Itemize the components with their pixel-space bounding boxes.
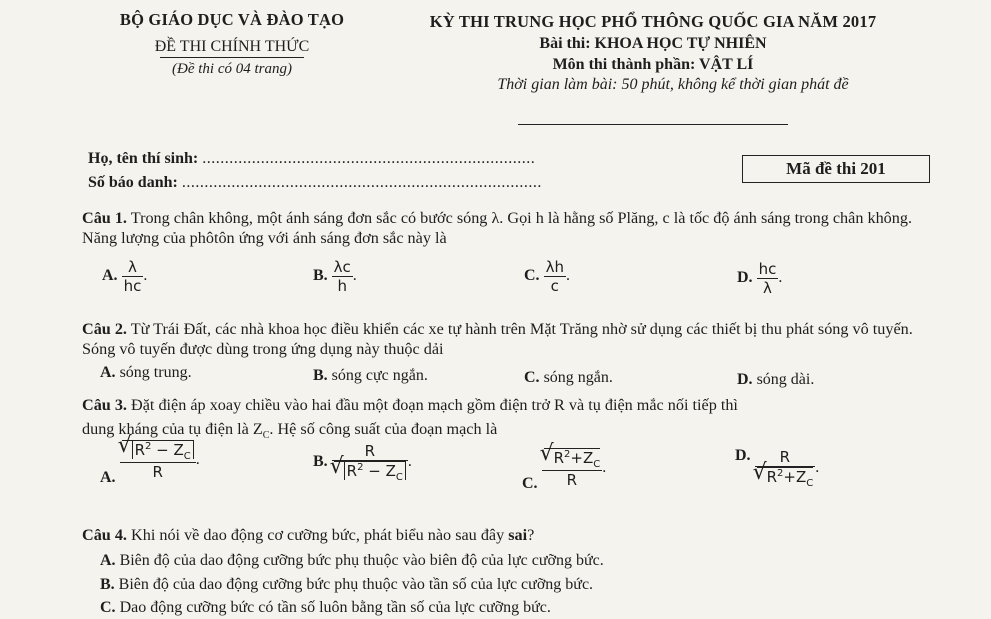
option-4a: A. Biên độ của dao động cưỡng bức phụ thuộc vào biên độ của lực cưỡng bức. [100,552,604,569]
question-text: Từ Trái Đất, các nhà khoa học điều khiển các xe tự hành trên Mặt Trăng nhờ sử dụng các thiết bị thu phát sóng vô tuyến. Sóng vô tuyến được dùng trong ứng dụng này thuộc dải [82,320,913,358]
question-number: Câu 4. [82,526,127,544]
question-4: Câu 4. Khi nói về dao động cơ cưỡng bức, phát biểu nào sau đây sai? [82,526,535,544]
question-3-line2: dung kháng của tụ điện là $Z_C$. Hệ số công suất của đoạn mạch là [82,420,498,442]
candidate-name-field [88,150,535,168]
option-2b: B. sóng cực ngắn. [313,367,428,384]
divider [160,57,304,58]
exam-code-box: Mã đề thi 201 [742,155,930,183]
option-1b: B. $\frac{\lambda c}{h}$ . [313,258,357,295]
subject-group: Bài thi: KHOA HỌC TỰ NHIÊN [539,35,767,52]
question-text: Đặt điện áp xoay chiều vào hai đầu một đoạn mạch gồm điện trở R và tụ điện mắc nối tiếp thì [131,396,738,414]
question-text: Trong chân không, một ánh sáng đơn sắc có bước sóng λ. Gọi h là hằng số Plăng, c là tốc độ ánh sáng trong chân không. Năng lượng của phôtôn ứng với ánh sáng đơn sắc này là [82,209,912,247]
option-3b: B. R √ $R^2 - Z_C$ . [313,442,412,483]
question-number: Câu 3. [82,396,127,414]
duration: Thời gian làm bài: 50 phút, không kể thời gian phát đề [497,76,849,93]
exam-title: KỲ THI TRUNG HỌC PHỔ THÔNG QUỐC GIA NĂM 2017 [429,12,877,31]
official-label: ĐỀ THI CHÍNH THỨC [154,38,310,55]
question-1 [82,208,942,248]
option-1a: A. $\frac{\lambda}{hc}$ . [102,258,148,295]
divider [518,124,788,125]
candidate-name-dots: .......................................................................... [202,150,536,167]
pages-note: (Đề thi có 04 trang) [172,61,292,77]
question-number: Câu 1. [82,209,127,227]
question-number: Câu 2. [82,320,127,338]
question-text: Khi nói về dao động cơ cưỡng bức, phát biểu nào sau đây [131,526,505,544]
option-2d: D. sóng dài. [737,371,815,388]
candidate-name-label: Họ, tên thí sinh: [88,150,199,167]
option-4c: C. Dao động cưỡng bức có tần số luôn bằng tần số của lực cưỡng bức. [100,599,551,616]
option-1c: C. $\frac{\lambda h}{c}$ . [524,258,570,295]
ministry-name: BỘ GIÁO DỤC VÀ ĐÀO TẠO [119,10,345,29]
header-right [388,12,918,94]
subject: Môn thi thành phần: VẬT LÍ [552,56,754,73]
header-left [92,10,372,78]
emphasis-word: sai [508,526,528,544]
question-3 [82,395,738,415]
candidate-id-dots: ................................................................................ [181,174,542,191]
option-2c: C. sóng ngắn. [524,369,613,386]
option-3c: C. √ $\frac{R^2+Z_C}{R}$ . [522,448,606,489]
question-2 [82,319,942,359]
option-2a: A. sóng trung. [100,364,192,381]
option-3d: D. R √ $R^2+Z_C$ . [735,448,819,489]
option-3a: A. √ $\frac{R^2 - Z_C}{R}$ . [100,440,200,481]
option-1d: D. $\frac{hc}{\lambda}$ . [737,260,783,297]
candidate-id-field [88,174,542,192]
option-4b: B. Biên độ của dao động cưỡng bức phụ thuộc vào tần số của lực cưỡng bức. [100,576,594,593]
candidate-id-label: Số báo danh: [88,174,178,191]
